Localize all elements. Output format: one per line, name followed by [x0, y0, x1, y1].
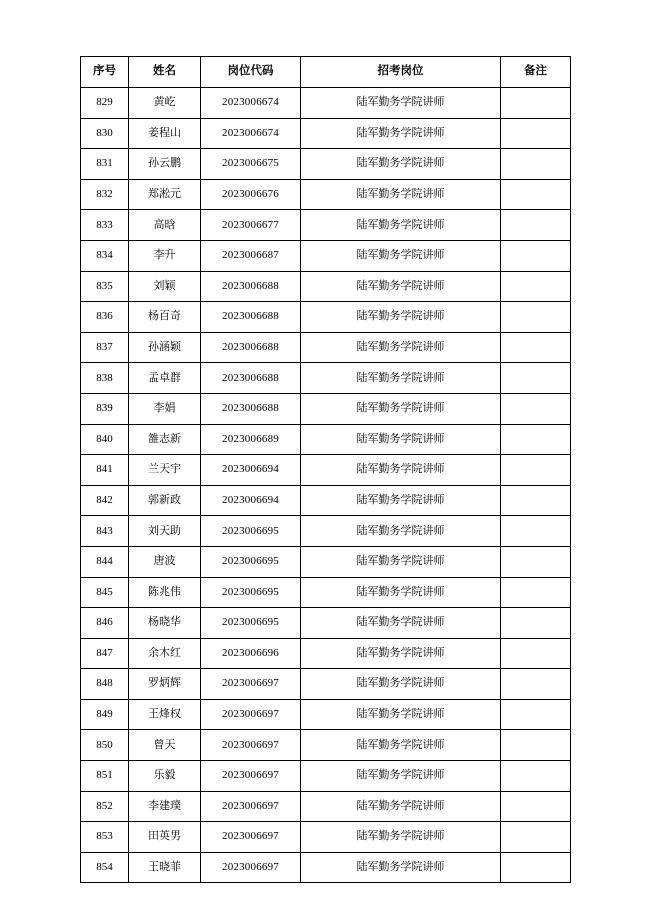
cell-name: 杨百奇 — [129, 302, 201, 333]
cell-seq: 838 — [81, 363, 129, 394]
cell-name: 罗炳辉 — [129, 669, 201, 700]
table-row — [81, 210, 571, 241]
cell-note — [501, 546, 571, 577]
cell-name: 刘颖 — [129, 271, 201, 302]
cell-note — [501, 638, 571, 669]
cell-post: 陆军勤务学院讲师 — [301, 271, 501, 302]
cell-code: 2023006688 — [201, 302, 301, 333]
cell-code: 2023006687 — [201, 240, 301, 271]
cell-note — [501, 669, 571, 700]
cell-note — [501, 393, 571, 424]
table-body — [81, 88, 571, 883]
cell-code: 2023006695 — [201, 577, 301, 608]
cell-note — [501, 699, 571, 730]
cell-seq: 839 — [81, 393, 129, 424]
table-row — [81, 393, 571, 424]
cell-code: 2023006695 — [201, 546, 301, 577]
cell-post: 陆军勤务学院讲师 — [301, 118, 501, 149]
cell-post: 陆军勤务学院讲师 — [301, 669, 501, 700]
cell-post: 陆军勤务学院讲师 — [301, 730, 501, 761]
cell-seq: 843 — [81, 516, 129, 547]
cell-note — [501, 210, 571, 241]
cell-post: 陆军勤务学院讲师 — [301, 149, 501, 180]
cell-note — [501, 271, 571, 302]
cell-note — [501, 179, 571, 210]
cell-note — [501, 791, 571, 822]
cell-name: 孙云鹏 — [129, 149, 201, 180]
cell-seq: 829 — [81, 88, 129, 119]
cell-name: 王烽权 — [129, 699, 201, 730]
cell-seq: 848 — [81, 669, 129, 700]
cell-name: 黄屹 — [129, 88, 201, 119]
cell-seq: 854 — [81, 852, 129, 883]
cell-name: 姜程山 — [129, 118, 201, 149]
table-row — [81, 302, 571, 333]
cell-code: 2023006697 — [201, 822, 301, 853]
cell-post: 陆军勤务学院讲师 — [301, 546, 501, 577]
cell-note — [501, 363, 571, 394]
cell-name: 曾天 — [129, 730, 201, 761]
cell-post: 陆军勤务学院讲师 — [301, 210, 501, 241]
cell-post: 陆军勤务学院讲师 — [301, 852, 501, 883]
cell-post: 陆军勤务学院讲师 — [301, 179, 501, 210]
cell-note — [501, 516, 571, 547]
cell-post: 陆军勤务学院讲师 — [301, 363, 501, 394]
table-row — [81, 179, 571, 210]
cell-post: 陆军勤务学院讲师 — [301, 638, 501, 669]
table-row — [81, 424, 571, 455]
cell-seq: 833 — [81, 210, 129, 241]
table-row — [81, 88, 571, 119]
cell-note — [501, 424, 571, 455]
cell-name: 李娟 — [129, 393, 201, 424]
cell-code: 2023006674 — [201, 118, 301, 149]
column-header-post: 招考岗位 — [301, 57, 501, 88]
cell-code: 2023006697 — [201, 761, 301, 792]
cell-note — [501, 822, 571, 853]
table-row — [81, 363, 571, 394]
table-row — [81, 791, 571, 822]
table-header — [81, 57, 571, 88]
cell-seq: 851 — [81, 761, 129, 792]
table-row — [81, 730, 571, 761]
cell-note — [501, 761, 571, 792]
cell-code: 2023006677 — [201, 210, 301, 241]
cell-post: 陆军勤务学院讲师 — [301, 608, 501, 639]
cell-post: 陆军勤务学院讲师 — [301, 577, 501, 608]
cell-code: 2023006695 — [201, 516, 301, 547]
cell-name: 孙涵颖 — [129, 332, 201, 363]
cell-code: 2023006694 — [201, 485, 301, 516]
table-row — [81, 485, 571, 516]
cell-note — [501, 302, 571, 333]
cell-post: 陆军勤务学院讲师 — [301, 455, 501, 486]
cell-code: 2023006675 — [201, 149, 301, 180]
table-row — [81, 699, 571, 730]
cell-post: 陆军勤务学院讲师 — [301, 88, 501, 119]
cell-seq: 853 — [81, 822, 129, 853]
candidate-roster-table — [80, 56, 571, 883]
cell-post: 陆军勤务学院讲师 — [301, 699, 501, 730]
cell-post: 陆军勤务学院讲师 — [301, 791, 501, 822]
table-row — [81, 516, 571, 547]
column-header-code: 岗位代码 — [201, 57, 301, 88]
cell-name: 高晗 — [129, 210, 201, 241]
cell-code: 2023006689 — [201, 424, 301, 455]
table-row — [81, 638, 571, 669]
cell-post: 陆军勤务学院讲师 — [301, 516, 501, 547]
cell-code: 2023006688 — [201, 332, 301, 363]
cell-code: 2023006697 — [201, 699, 301, 730]
cell-code: 2023006688 — [201, 393, 301, 424]
cell-note — [501, 852, 571, 883]
cell-post: 陆军勤务学院讲师 — [301, 822, 501, 853]
column-header-name: 姓名 — [129, 57, 201, 88]
cell-note — [501, 240, 571, 271]
table-row — [81, 149, 571, 180]
cell-post: 陆军勤务学院讲师 — [301, 424, 501, 455]
table-row — [81, 118, 571, 149]
table-row — [81, 455, 571, 486]
cell-name: 郭新政 — [129, 485, 201, 516]
cell-seq: 849 — [81, 699, 129, 730]
cell-note — [501, 730, 571, 761]
cell-seq: 846 — [81, 608, 129, 639]
cell-seq: 852 — [81, 791, 129, 822]
cell-post: 陆军勤务学院讲师 — [301, 485, 501, 516]
cell-seq: 831 — [81, 149, 129, 180]
cell-seq: 845 — [81, 577, 129, 608]
table-row — [81, 271, 571, 302]
column-header-seq: 序号 — [81, 57, 129, 88]
cell-name: 唐波 — [129, 546, 201, 577]
cell-code: 2023006697 — [201, 669, 301, 700]
table-row — [81, 608, 571, 639]
cell-code: 2023006697 — [201, 852, 301, 883]
cell-name: 孟卓群 — [129, 363, 201, 394]
cell-seq: 847 — [81, 638, 129, 669]
cell-name: 余木红 — [129, 638, 201, 669]
table-row — [81, 669, 571, 700]
cell-note — [501, 88, 571, 119]
cell-name: 李升 — [129, 240, 201, 271]
cell-note — [501, 455, 571, 486]
table-row — [81, 332, 571, 363]
cell-seq: 840 — [81, 424, 129, 455]
cell-seq: 841 — [81, 455, 129, 486]
cell-name: 杨晓华 — [129, 608, 201, 639]
cell-post: 陆军勤务学院讲师 — [301, 302, 501, 333]
cell-note — [501, 149, 571, 180]
cell-code: 2023006694 — [201, 455, 301, 486]
cell-name: 王晓菲 — [129, 852, 201, 883]
cell-note — [501, 577, 571, 608]
cell-name: 田英男 — [129, 822, 201, 853]
table-row — [81, 577, 571, 608]
cell-seq: 834 — [81, 240, 129, 271]
cell-post: 陆军勤务学院讲师 — [301, 240, 501, 271]
cell-code: 2023006676 — [201, 179, 301, 210]
cell-name: 兰天宇 — [129, 455, 201, 486]
table-row — [81, 822, 571, 853]
column-header-note: 备注 — [501, 57, 571, 88]
cell-post: 陆军勤务学院讲师 — [301, 761, 501, 792]
cell-seq: 830 — [81, 118, 129, 149]
cell-seq: 850 — [81, 730, 129, 761]
cell-name: 雒志新 — [129, 424, 201, 455]
cell-name: 刘天助 — [129, 516, 201, 547]
table-row — [81, 240, 571, 271]
table-header-row — [81, 57, 571, 88]
cell-name: 陈兆伟 — [129, 577, 201, 608]
cell-seq: 842 — [81, 485, 129, 516]
cell-code: 2023006688 — [201, 363, 301, 394]
cell-seq: 836 — [81, 302, 129, 333]
cell-seq: 832 — [81, 179, 129, 210]
cell-note — [501, 608, 571, 639]
cell-seq: 844 — [81, 546, 129, 577]
cell-code: 2023006695 — [201, 608, 301, 639]
cell-seq: 835 — [81, 271, 129, 302]
cell-post: 陆军勤务学院讲师 — [301, 393, 501, 424]
cell-name: 郑淞元 — [129, 179, 201, 210]
cell-post: 陆军勤务学院讲师 — [301, 332, 501, 363]
cell-code: 2023006697 — [201, 730, 301, 761]
cell-name: 乐毅 — [129, 761, 201, 792]
cell-code: 2023006688 — [201, 271, 301, 302]
table-row — [81, 546, 571, 577]
cell-code: 2023006696 — [201, 638, 301, 669]
cell-note — [501, 118, 571, 149]
cell-seq: 837 — [81, 332, 129, 363]
cell-note — [501, 485, 571, 516]
cell-name: 李建璞 — [129, 791, 201, 822]
table-row — [81, 761, 571, 792]
cell-code: 2023006697 — [201, 791, 301, 822]
table-row — [81, 852, 571, 883]
cell-note — [501, 332, 571, 363]
cell-code: 2023006674 — [201, 88, 301, 119]
